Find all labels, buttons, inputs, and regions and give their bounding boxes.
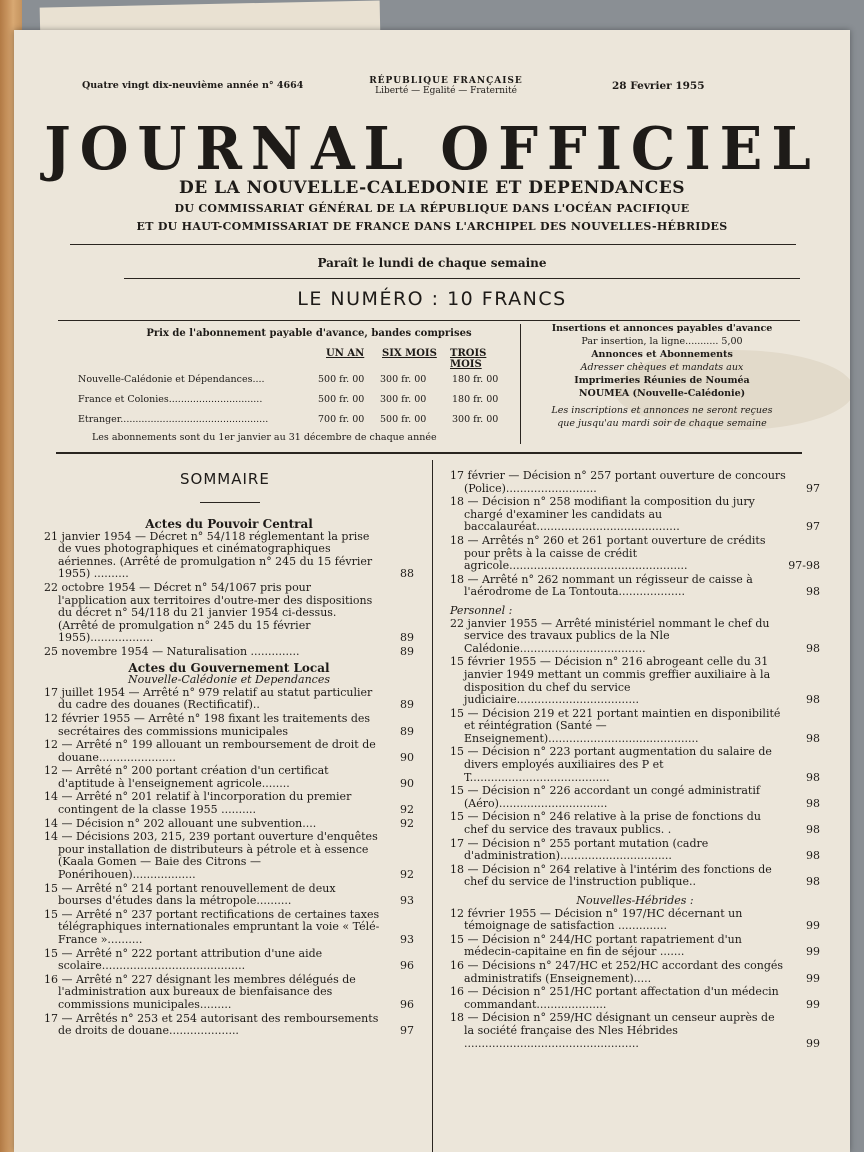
row-label: Nouvelle-Calédonie et Dépendances....	[78, 374, 265, 385]
sommaire-entry: 15 — Décision n° 246 relative à la prise de fonctions du chef du service des travaux publics. . 98	[450, 810, 820, 837]
row-label: Etranger.................................................	[78, 414, 269, 425]
entry-text: 15 février 1955 — Décision n° 216 abrogeant celle du 31 janvier 1949 mettant un commis greffier auxiliaire à la disposition du chef du service judiciaire...................................	[450, 655, 771, 707]
ann-line: Les inscriptions et annonces ne seront reçues	[551, 405, 773, 416]
col-header: TROIS MOIS	[450, 348, 487, 370]
entry-text: 21 janvier 1954 — Décret n° 54/118 réglementant la prise de vues photographiques et cinématographiques aériennes. (Arrêté de promulgation n° 245 du 15 février 1955) ..........	[44, 529, 373, 581]
entry-text: 14 — Arrêté n° 201 relatif à l'incorporation du premier contingent de la classe 1955 ..........	[44, 790, 352, 817]
sommaire-entry: 17 juillet 1954 — Arrêté n° 979 relatif au statut particulier du cadre des douanes (Rectificatif).. 89	[44, 685, 414, 712]
journal-subtitle: DE LA NOUVELLE-CALEDONIE ET DEPENDANCES	[178, 178, 686, 198]
subsection-heading: Nouvelles-Hébrides :	[576, 894, 694, 907]
sommaire-entry: 15 — Décision n° 226 accordant un congé administratif (Aéro)............................... 98	[450, 784, 820, 810]
entry-text: 12 — Arrêté n° 199 allouant un remboursement de droit de douane......................	[44, 738, 376, 764]
ann-line: Par insertion, la ligne........... 5,00	[581, 336, 743, 347]
entry-group	[44, 687, 414, 1038]
entry-group	[450, 470, 820, 599]
entry-text: 22 janvier 1955 — Arrêté ministériel nommant le chef du service des travaux publics de la Nle Calédonie....................................	[450, 616, 770, 655]
sommaire-entry: 18 — Décision n° 259/HC désignant un censeur auprès de la société française des Nles Hébrides .................................................. 99	[450, 1011, 820, 1050]
price-cell: 300 fr. 00	[380, 394, 427, 405]
price-cell: 300 fr. 00	[380, 374, 427, 385]
entry-text: 22 octobre 1954 — Décret n° 54/1067 pris pour l'application aux territoires d'outre-mer des dispositions du décret n° 54/118 du 21 janvier 1954 ci-dessus. (Arrêté de promulgation n° 245 du 15 février 1955)..................	[44, 580, 373, 645]
sommaire-title: SOMMAIRE	[180, 470, 270, 488]
issue-number: Quatre vingt dix-neuvième année n° 4664	[82, 80, 304, 91]
sommaire-entry: 14 — Décisions 203, 215, 239 portant ouverture d'enquêtes pour installation de distributeurs à pétrole et à essence (Kaala Gomen — Baie des Citrons — Ponérihouen).................. 92	[44, 830, 414, 882]
ann-line: que jusqu'au mardi soir de chaque semaine	[557, 418, 767, 429]
sommaire-entry: 12 février 1955 — Décision n° 197/HC décernant un témoignage de satisfaction .............. 99	[450, 906, 820, 933]
sommaire-entry: 16 — Décision n° 251/HC portant affectation d'un médecin commandant.................... 99	[450, 985, 820, 1011]
republic-label: RÉPUBLIQUE FRANÇAISE	[369, 76, 523, 86]
column-divider	[432, 460, 433, 1152]
divider	[56, 452, 802, 454]
col-header: UN AN	[326, 348, 365, 359]
entry-text: 16 — Décisions n° 247/HC et 252/HC accordant des congés administratifs (Enseignement).....	[450, 958, 784, 985]
entry-text: 15 — Décision n° 223 portant augmentation du salaire de divers employés auxiliaires des P et T........................................	[450, 745, 772, 784]
sommaire-entry: 25 novembre 1954 — Naturalisation .............. 89	[44, 644, 414, 658]
subscription-heading: Prix de l'abonnement payable d'avance, bandes comprises	[146, 328, 472, 339]
entry-text: 12 — Arrêté n° 200 portant création d'un certificat d'aptitude à l'enseignement agricole........	[44, 764, 329, 790]
entry-text: 15 — Arrêté n° 237 portant rectifications de certaines taxes télégraphiques internationales empruntant la voie « Télé-France »..........	[44, 907, 380, 946]
entry-text: 18 — Arrêté n° 262 nommant un régisseur de caisse à l'aérodrome de La Tontouta...................	[450, 572, 753, 599]
entry-text: 17 février — Décision n° 257 portant ouverture de concours (Police)..........................	[450, 469, 786, 495]
entry-page: 97-98	[788, 559, 820, 573]
sommaire-entry: 16 — Arrêté n° 227 désignant les membres délégués de l'administration aux bureaux de bienfaisance des commissions municipales......... 96	[44, 972, 414, 1011]
divider	[58, 320, 800, 321]
entry-text: 18 — Décision n° 258 modifiant la composition du jury chargé d'examiner les candidats au baccalauréat.........................................	[450, 495, 755, 534]
sommaire-entry: 22 octobre 1954 — Décret n° 54/1067 pris pour l'application aux territoires d'outre-mer des dispositions du décret n° 54/118 du 21 janvier 1954 ci-dessus. (Arrêté de promulgation n° 245 du 15 février 1955).................. 89	[44, 580, 414, 645]
entry-text: 16 — Arrêté n° 227 désignant les membres délégués de l'administration aux bureaux de bienfaisance des commissions municipales.........	[44, 972, 356, 1011]
sommaire-entry: 15 — Décision n° 244/HC portant rapatriement d'un médecin-capitaine en fin de séjour ....... 99	[450, 932, 820, 959]
entry-text: 14 — Décisions 203, 215, 239 portant ouverture d'enquêtes pour installation de distributeurs à pétrole et à essence (Kaala Gomen — Baie des Citrons — Ponérihouen)..................	[44, 830, 378, 882]
issue-date: 28 Fevrier 1955	[612, 80, 705, 92]
ann-line: NOUMEA (Nouvelle-Calédonie)	[578, 388, 746, 399]
sommaire-entry: 15 février 1955 — Décision n° 216 abrogeant celle du 31 janvier 1949 mettant un commis greffier auxiliaire à la disposition du chef du service judiciaire................................... 98	[450, 655, 820, 707]
ann-line: Annonces et Abonnements	[591, 349, 733, 360]
sommaire-entry: 14 — Arrêté n° 201 relatif à l'incorporation du premier contingent de la classe 1955 .......... 92	[44, 790, 414, 817]
sommaire-entry: 16 — Décisions n° 247/HC et 252/HC accordant des congés administratifs (Enseignement)..... 99	[450, 958, 820, 985]
sommaire-entry	[450, 535, 820, 573]
entry-text: 18 — Décision n° 264 relative à l'intérim des fonctions de chef du service de l'instruction publique..	[450, 862, 772, 889]
divider	[124, 278, 800, 279]
sommaire-entry: 21 janvier 1954 — Décret n° 54/118 réglementant la prise de vues photographiques et cinématographiques aériennes. (Arrêté de promulgation n° 245 du 15 février 1955) .......... 88	[44, 529, 414, 581]
sommaire-entry: 22 janvier 1955 — Arrêté ministériel nommant le chef du service des travaux publics de la Nle Calédonie.................................... 98	[450, 616, 820, 655]
sommaire-entry: 15 — Arrêté n° 214 portant renouvellement de deux bourses d'études dans la métropole.......... 93	[44, 881, 414, 908]
newspaper-page	[14, 30, 850, 1152]
sommaire-left-column	[44, 518, 414, 1039]
sommaire-entry: 15 — Arrêté n° 222 portant attribution d'une aide scolaire......................................... 96	[44, 946, 414, 973]
journal-title: JOURNAL OFFICIEL	[44, 114, 820, 184]
section-heading: Actes du Gouvernement Local	[128, 660, 330, 675]
sommaire-entry: 18 — Décision n° 258 modifiant la composition du jury chargé d'examiner les candidats au baccalauréat......................................... 97	[450, 495, 820, 534]
sommaire-entry: 17 — Arrêtés n° 253 et 254 autorisant des remboursements de droits de douane.................... 97	[44, 1011, 414, 1038]
entry-text: 15 — Décision n° 226 accordant un congé administratif (Aéro)...............................	[450, 784, 760, 810]
entry-text: 14 — Décision n° 202 allouant une subvention....	[44, 816, 317, 830]
sommaire-entry: 12 — Arrêté n° 200 portant création d'un certificat d'aptitude à l'enseignement agricole........ 90	[44, 764, 414, 790]
subscription-footer: Les abonnements sont du 1er janvier au 31 décembre de chaque année	[92, 432, 437, 443]
issue-price: LE NUMÉRO : 10 FRANCS	[297, 288, 567, 310]
subsection-heading: Personnel :	[450, 603, 513, 617]
sommaire-entry: 15 — Décision n° 223 portant augmentation du salaire de divers employés auxiliaires des P et T........................................ 98	[450, 745, 820, 784]
entry-text: 16 — Décision n° 251/HC portant affectation d'un médecin commandant....................	[450, 985, 779, 1011]
entry-group	[44, 531, 414, 659]
col-header: SIX MOIS	[382, 348, 437, 359]
entry-group	[450, 618, 820, 889]
entry-text: 12 février 1955 — Décision n° 197/HC décernant un témoignage de satisfaction ..............	[450, 906, 743, 933]
sommaire-entry: 14 — Décision n° 202 allouant une subvention.... 92	[44, 816, 414, 830]
entry-text: 15 — Décision 219 et 221 portant maintien en disponibilité et réintégration (Santé — Enseignement)...........................................	[450, 706, 781, 745]
publication-frequency: Paraît le lundi de chaque semaine	[317, 256, 547, 270]
announcements-block	[534, 322, 790, 430]
sommaire-entry: 12 février 1955 — Arrêté n° 198 fixant les traitements des secrétaires des commissions municipales 89	[44, 711, 414, 738]
entry-text: 17 juillet 1954 — Arrêté n° 979 relatif au statut particulier du cadre des douanes (Rectificatif)..	[44, 685, 373, 712]
sommaire-entry: 15 — Décision 219 et 221 portant maintien en disponibilité et réintégration (Santé — Enseignement)........................................... 98	[450, 706, 820, 745]
column-divider	[520, 324, 521, 444]
entry-group	[450, 908, 820, 1051]
entry-text: 15 — Décision n° 246 relative à la prise de fonctions du chef du service des travaux publics. .	[450, 810, 761, 837]
ann-line: Imprimeries Réunies de Nouméa	[574, 375, 750, 386]
subscription-table	[74, 328, 514, 443]
sommaire-right-column	[450, 470, 820, 1051]
entry-text: 17 — Arrêtés n° 253 et 254 autorisant des remboursements de droits de douane....................	[44, 1011, 379, 1038]
entry-text: 17 — Décision n° 255 portant mutation (cadre d'administration)................................	[450, 836, 709, 863]
title-underline	[200, 502, 260, 503]
entry-text: 15 — Arrêté n° 222 portant attribution d'une aide scolaire.........................................	[44, 946, 323, 973]
price-cell: 300 fr. 00	[452, 414, 499, 425]
price-cell: 500 fr. 00	[380, 414, 427, 425]
journal-subtitle-2: DU COMMISSARIAT GÉNÉRAL DE LA RÉPUBLIQUE DANS L'OCÉAN PACIFIQUE	[174, 202, 690, 215]
sommaire-entry: 18 — Arrêté n° 262 nommant un régisseur de caisse à l'aérodrome de La Tontouta................... 98	[450, 572, 820, 599]
sommaire-entry: 17 février — Décision n° 257 portant ouverture de concours (Police).......................... 97	[450, 469, 820, 495]
entry-text: 18 — Décision n° 259/HC désignant un censeur auprès de la société française des Nles Hébrides ..................................................	[450, 1011, 775, 1050]
price-cell: 700 fr. 00	[318, 414, 365, 425]
sommaire-entry: 18 — Décision n° 264 relative à l'intérim des fonctions de chef du service de l'instruction publique.. 98	[450, 862, 820, 889]
sommaire-entry: 12 — Arrêté n° 199 allouant un remboursement de droit de douane...................... 90	[44, 738, 414, 764]
entry-text: 18 — Arrêtés n° 260 et 261 portant ouverture de crédits pour prêts à la caisse de crédit agricole...................................................	[450, 533, 766, 573]
entry-text: 25 novembre 1954 — Naturalisation ..............	[44, 644, 300, 658]
entry-text: 15 — Décision n° 244/HC portant rapatriement d'un médecin-capitaine en fin de séjour .......	[450, 932, 742, 959]
divider	[70, 244, 796, 245]
price-cell: 500 fr. 00	[318, 374, 365, 385]
sommaire-entry: 17 — Décision n° 255 portant mutation (cadre d'administration)................................ 98	[450, 836, 820, 863]
ann-line: Insertions et annonces payables d'avance	[551, 323, 773, 334]
motto: Liberté — Egalité — Fraternité	[375, 86, 517, 96]
price-cell: 180 fr. 00	[452, 394, 499, 405]
subsection-heading: Nouvelle-Calédonie et Dependances	[128, 673, 330, 687]
republic-block	[356, 76, 536, 96]
sommaire-entry: 15 — Arrêté n° 237 portant rectifications de certaines taxes télégraphiques internationales empruntant la voie « Télé-France ».......... 93	[44, 907, 414, 946]
row-label: France et Colonies...............................	[78, 394, 263, 405]
ann-line: Adresser chèques et mandats aux	[580, 362, 744, 373]
price-cell: 180 fr. 00	[452, 374, 499, 385]
section-heading: Actes du Pouvoir Central	[145, 517, 313, 531]
journal-subtitle-3: ET DU HAUT-COMMISSARIAT DE FRANCE DANS L'ARCHIPEL DES NOUVELLES-HÉBRIDES	[136, 220, 728, 233]
price-cell: 500 fr. 00	[318, 394, 365, 405]
entry-text: 15 — Arrêté n° 214 portant renouvellement de deux bourses d'études dans la métropole..........	[44, 881, 336, 908]
entry-text: 12 février 1955 — Arrêté n° 198 fixant les traitements des secrétaires des commissions municipales	[44, 711, 371, 738]
